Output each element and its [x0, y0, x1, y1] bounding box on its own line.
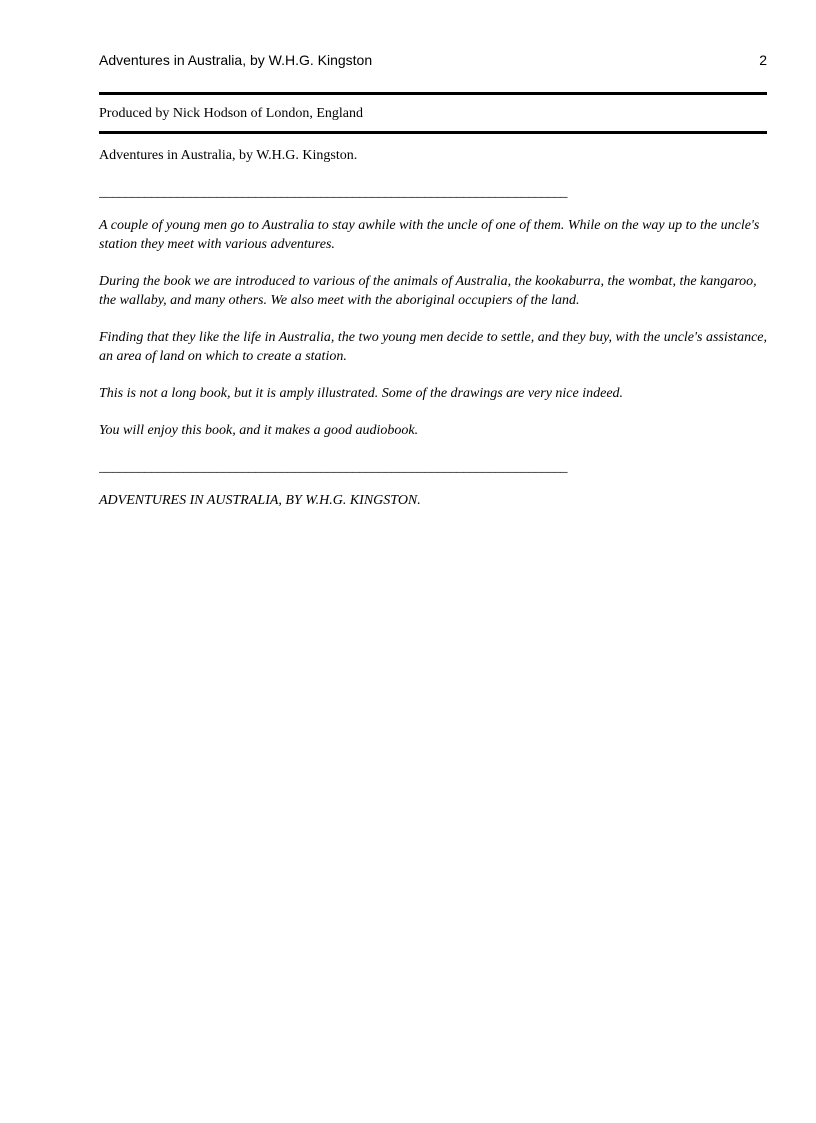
closing-title: ADVENTURES IN AUSTRALIA, BY W.H.G. KINGSTON.	[99, 493, 421, 508]
summary-paragraph-1: A couple of young men go to Australia to stay awhile with the uncle of one of them. While on the way up to the uncle's station they meet with various adventures.	[99, 218, 760, 252]
summary-paragraph-4: This is not a long book, but it is amply illustrated. Some of the drawings are very nice indeed.	[99, 386, 624, 401]
running-header-title: Adventures in Australia, by W.H.G. Kingston	[99, 52, 373, 68]
producer-credit: Produced by Nick Hodson of London, England	[99, 106, 364, 121]
running-header	[99, 52, 767, 72]
document-body	[99, 146, 767, 528]
summary-paragraph-5: You will enjoy this book, and it makes a good audiobook.	[99, 423, 419, 438]
book-line: Adventures in Australia, by W.H.G. Kingston.	[99, 148, 358, 163]
page-number: 2	[759, 52, 767, 68]
summary-paragraph-2: During the book we are introduced to various of the animals of Australia, the kookaburra, the wombat, the kangaroo, the wallaby, and many others. We also meet with the aboriginal occupiers of the land.	[99, 274, 757, 308]
separator-line-2: ________________________________________________________________________	[99, 460, 567, 475]
summary-paragraph-3: Finding that they like the life in Australia, the two young men decide to settle, and they buy, with the uncle's assistance, an area of land on which to create a station.	[99, 330, 768, 364]
separator-line-1: ________________________________________________________________________	[99, 185, 567, 200]
top-divider	[99, 92, 767, 95]
bottom-divider	[99, 131, 767, 134]
